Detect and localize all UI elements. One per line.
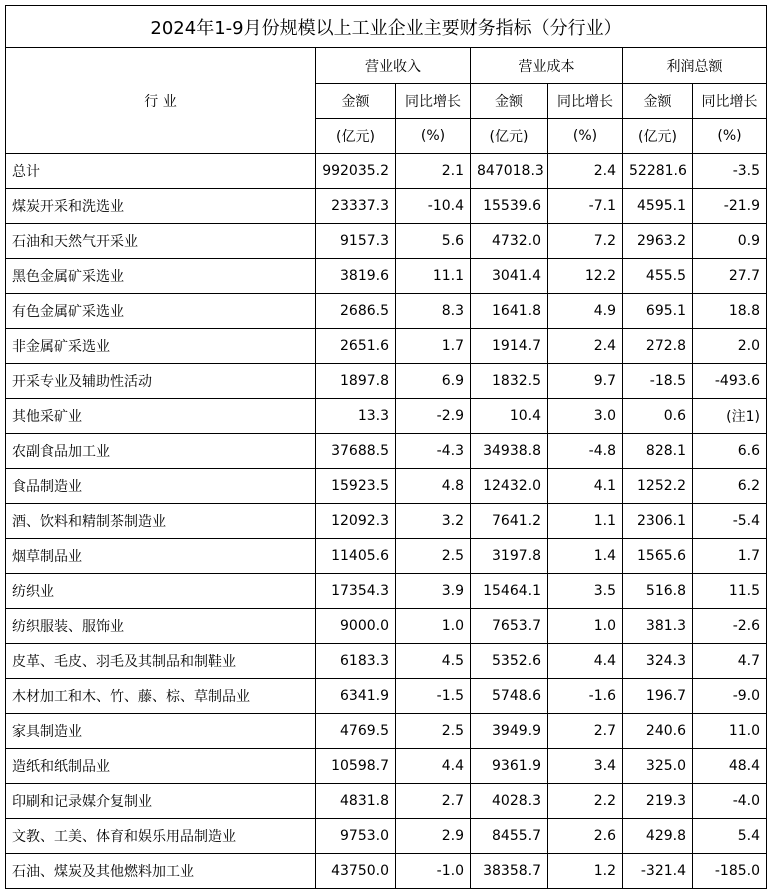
profit-amount: 695.1 [623,294,693,329]
cost-growth: 12.2 [548,259,623,294]
table-row [6,784,767,819]
cost-amount: 3197.8 [471,539,548,574]
revenue-growth: -1.0 [396,854,471,889]
industry-name: 其他采矿业 [6,399,316,434]
industry-name: 煤炭开采和洗选业 [6,189,316,224]
industry-name: 皮革、毛皮、羽毛及其制品和制鞋业 [6,644,316,679]
cost-growth: 3.0 [548,399,623,434]
profit-growth: -3.5 [693,154,767,189]
cost-growth: 1.4 [548,539,623,574]
revenue-amount: 6183.3 [316,644,396,679]
profit-growth: 11.0 [693,714,767,749]
profit-amount: 1565.6 [623,539,693,574]
profit-growth: 2.0 [693,329,767,364]
revenue-amount: 1897.8 [316,364,396,399]
revenue-amount: 2651.6 [316,329,396,364]
industry-name: 酒、饮料和精制茶制造业 [6,504,316,539]
cost-growth: 3.5 [548,574,623,609]
subheader-growth: 同比增长 [396,84,471,119]
profit-amount: 828.1 [623,434,693,469]
unit-label: (%) [693,119,767,154]
table-row [6,294,767,329]
industry-name: 家具制造业 [6,714,316,749]
profit-growth: (注1) [693,399,767,434]
revenue-amount: 6341.9 [316,679,396,714]
profit-growth: 1.7 [693,539,767,574]
table-row [6,364,767,399]
industry-name: 非金属矿采选业 [6,329,316,364]
revenue-amount: 13.3 [316,399,396,434]
table-row [6,644,767,679]
industry-name: 纺织服装、服饰业 [6,609,316,644]
industry-name: 农副食品加工业 [6,434,316,469]
cost-growth: 2.4 [548,329,623,364]
cost-amount: 15539.6 [471,189,548,224]
revenue-growth: -2.9 [396,399,471,434]
cost-growth: 2.4 [548,154,623,189]
table-row [6,189,767,224]
profit-amount: 2306.1 [623,504,693,539]
industry-name: 文教、工美、体育和娱乐用品制造业 [6,819,316,854]
cost-growth: 7.2 [548,224,623,259]
group-header-cost: 营业成本 [471,48,623,84]
subheader-growth: 同比增长 [693,84,767,119]
table-title: 2024年1-9月份规模以上工业企业主要财务指标（分行业） [6,6,767,48]
table-row [6,399,767,434]
table-row [6,819,767,854]
profit-growth: 5.4 [693,819,767,854]
profit-amount: 272.8 [623,329,693,364]
subheader-amount: 金额 [471,84,548,119]
revenue-amount: 12092.3 [316,504,396,539]
revenue-amount: 37688.5 [316,434,396,469]
revenue-growth: 4.5 [396,644,471,679]
revenue-growth: 3.9 [396,574,471,609]
revenue-amount: 23337.3 [316,189,396,224]
revenue-growth: 1.0 [396,609,471,644]
cost-amount: 9361.9 [471,749,548,784]
cost-amount: 5748.6 [471,679,548,714]
profit-growth: 0.9 [693,224,767,259]
financial-indicators-table [5,5,767,889]
cost-amount: 847018.3 [471,154,548,189]
profit-amount: 240.6 [623,714,693,749]
table-row [6,434,767,469]
industry-name: 石油、煤炭及其他燃料加工业 [6,854,316,889]
profit-amount: 52281.6 [623,154,693,189]
revenue-growth: 4.8 [396,469,471,504]
unit-label: (%) [396,119,471,154]
profit-growth: -9.0 [693,679,767,714]
cost-amount: 8455.7 [471,819,548,854]
table-row [6,539,767,574]
table-row [6,574,767,609]
profit-amount: 455.5 [623,259,693,294]
subheader-growth: 同比增长 [548,84,623,119]
table-row [6,679,767,714]
cost-growth: 1.2 [548,854,623,889]
revenue-growth: 3.2 [396,504,471,539]
cost-growth: 1.0 [548,609,623,644]
profit-growth: 27.7 [693,259,767,294]
cost-growth: -1.6 [548,679,623,714]
cost-amount: 15464.1 [471,574,548,609]
unit-label: (亿元) [623,119,693,154]
revenue-growth: -4.3 [396,434,471,469]
profit-growth: -2.6 [693,609,767,644]
table-row [6,329,767,364]
cost-amount: 3949.9 [471,714,548,749]
table-row [6,714,767,749]
revenue-growth: 2.9 [396,819,471,854]
revenue-amount: 4769.5 [316,714,396,749]
revenue-growth: 5.6 [396,224,471,259]
revenue-growth: 4.4 [396,749,471,784]
industry-name: 纺织业 [6,574,316,609]
row-header-industry: 行 业 [6,48,316,154]
industry-name: 烟草制品业 [6,539,316,574]
revenue-growth: 11.1 [396,259,471,294]
industry-name: 印刷和记录媒介复制业 [6,784,316,819]
profit-growth: -493.6 [693,364,767,399]
cost-amount: 12432.0 [471,469,548,504]
cost-amount: 7641.2 [471,504,548,539]
revenue-growth: 6.9 [396,364,471,399]
revenue-amount: 9000.0 [316,609,396,644]
unit-label: (亿元) [471,119,548,154]
profit-growth: 6.2 [693,469,767,504]
cost-growth: 2.6 [548,819,623,854]
cost-amount: 1914.7 [471,329,548,364]
cost-amount: 7653.7 [471,609,548,644]
profit-amount: -18.5 [623,364,693,399]
profit-growth: 4.7 [693,644,767,679]
profit-growth: 18.8 [693,294,767,329]
industry-name: 石油和天然气开采业 [6,224,316,259]
profit-amount: 0.6 [623,399,693,434]
revenue-growth: 2.5 [396,714,471,749]
table-row [6,854,767,889]
cost-amount: 4732.0 [471,224,548,259]
revenue-growth: 2.5 [396,539,471,574]
profit-growth: -4.0 [693,784,767,819]
table-row [6,469,767,504]
profit-growth: 6.6 [693,434,767,469]
unit-label: (亿元) [316,119,396,154]
profit-amount: 1252.2 [623,469,693,504]
revenue-growth: 1.7 [396,329,471,364]
revenue-amount: 2686.5 [316,294,396,329]
industry-name: 食品制造业 [6,469,316,504]
group-header-profit: 利润总额 [623,48,767,84]
profit-amount: 381.3 [623,609,693,644]
industry-name: 有色金属矿采选业 [6,294,316,329]
subheader-amount: 金额 [623,84,693,119]
unit-label: (%) [548,119,623,154]
cost-growth: 2.7 [548,714,623,749]
cost-growth: 1.1 [548,504,623,539]
profit-amount: 196.7 [623,679,693,714]
revenue-growth: 2.1 [396,154,471,189]
industry-name: 造纸和纸制品业 [6,749,316,784]
cost-growth: -4.8 [548,434,623,469]
table-row [6,154,767,189]
subheader-amount: 金额 [316,84,396,119]
revenue-amount: 43750.0 [316,854,396,889]
cost-growth: 4.1 [548,469,623,504]
table-row [6,224,767,259]
cost-growth: 9.7 [548,364,623,399]
cost-amount: 1641.8 [471,294,548,329]
revenue-growth: -1.5 [396,679,471,714]
table-row [6,259,767,294]
profit-amount: 516.8 [623,574,693,609]
profit-growth: 11.5 [693,574,767,609]
profit-growth: -5.4 [693,504,767,539]
profit-amount: 2963.2 [623,224,693,259]
profit-amount: 4595.1 [623,189,693,224]
cost-growth: 3.4 [548,749,623,784]
cost-amount: 34938.8 [471,434,548,469]
cost-growth: -7.1 [548,189,623,224]
revenue-amount: 9157.3 [316,224,396,259]
profit-amount: 324.3 [623,644,693,679]
cost-amount: 10.4 [471,399,548,434]
profit-amount: 219.3 [623,784,693,819]
revenue-growth: -10.4 [396,189,471,224]
revenue-amount: 4831.8 [316,784,396,819]
table-row [6,749,767,784]
profit-amount: 325.0 [623,749,693,784]
revenue-amount: 992035.2 [316,154,396,189]
revenue-growth: 2.7 [396,784,471,819]
cost-amount: 38358.7 [471,854,548,889]
industry-name: 木材加工和木、竹、藤、棕、草制品业 [6,679,316,714]
revenue-growth: 8.3 [396,294,471,329]
profit-amount: 429.8 [623,819,693,854]
cost-growth: 2.2 [548,784,623,819]
revenue-amount: 15923.5 [316,469,396,504]
revenue-amount: 10598.7 [316,749,396,784]
cost-amount: 5352.6 [471,644,548,679]
cost-amount: 3041.4 [471,259,548,294]
revenue-amount: 9753.0 [316,819,396,854]
profit-growth: 48.4 [693,749,767,784]
cost-amount: 4028.3 [471,784,548,819]
industry-name: 开采专业及辅助性活动 [6,364,316,399]
cost-growth: 4.9 [548,294,623,329]
profit-amount: -321.4 [623,854,693,889]
cost-growth: 4.4 [548,644,623,679]
group-header-revenue: 营业收入 [316,48,471,84]
table-row [6,609,767,644]
revenue-amount: 3819.6 [316,259,396,294]
industry-name: 黑色金属矿采选业 [6,259,316,294]
table-row [6,504,767,539]
profit-growth: -21.9 [693,189,767,224]
revenue-amount: 11405.6 [316,539,396,574]
revenue-amount: 17354.3 [316,574,396,609]
cost-amount: 1832.5 [471,364,548,399]
profit-growth: -185.0 [693,854,767,889]
industry-name: 总计 [6,154,316,189]
